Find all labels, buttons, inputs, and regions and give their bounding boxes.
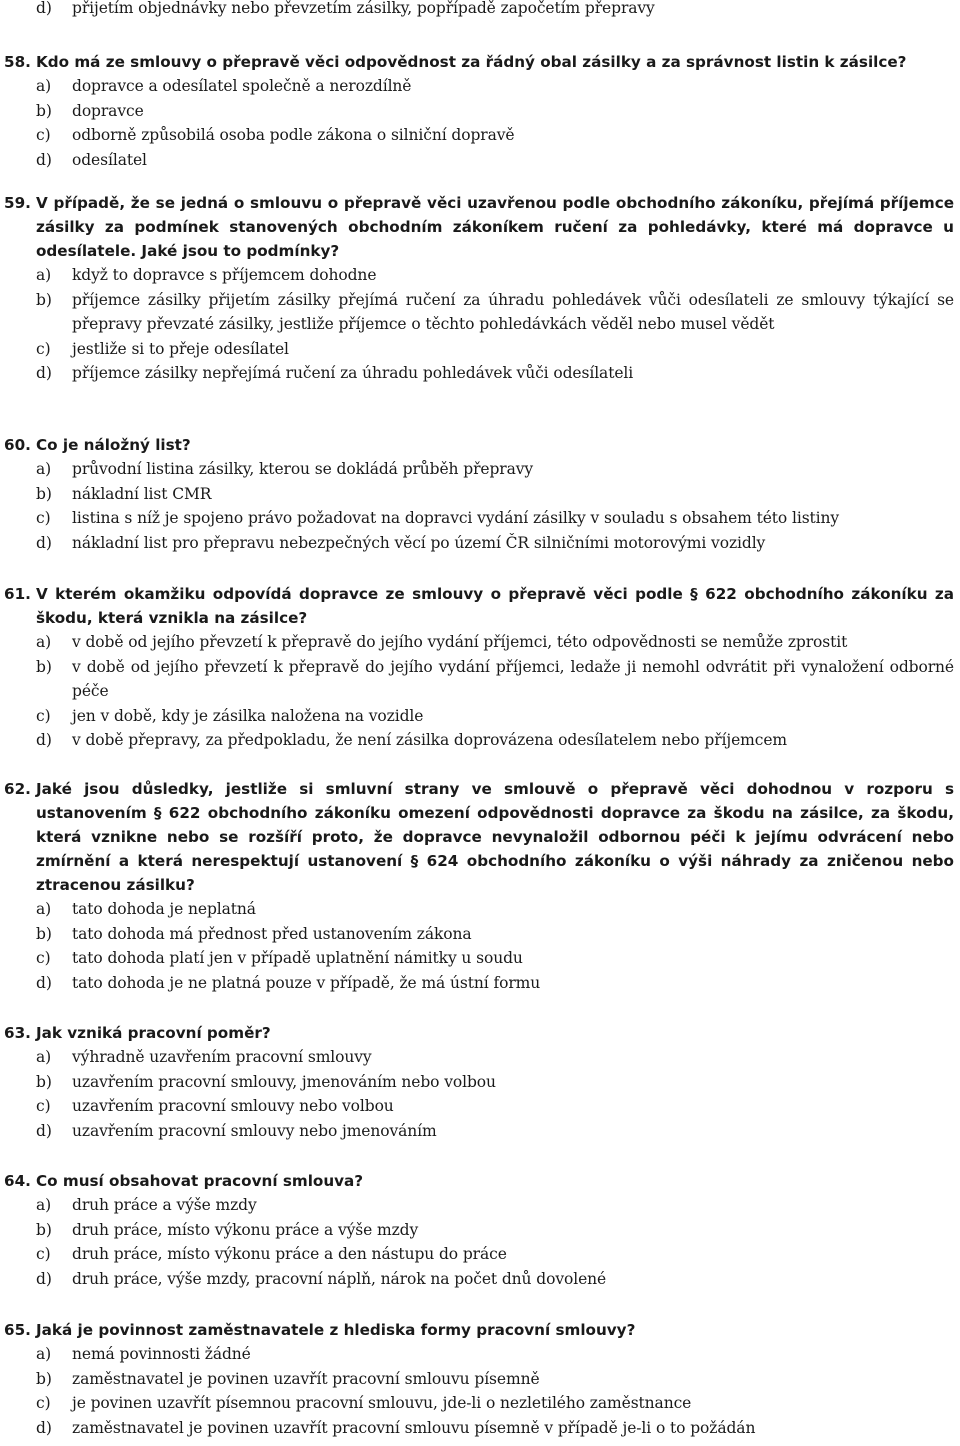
answer-text: tato dohoda je ne platná pouze v případě, že má ústní formu: [72, 973, 541, 992]
answer-letter: c): [36, 509, 51, 527]
answer-letter: d): [36, 973, 52, 992]
question-title: [0, 191, 960, 263]
answer-text: příjemce zásilky nepřejímá ručení za úhradu pohledávek vůči odesílateli: [72, 364, 634, 382]
answer-letter: c): [36, 1245, 51, 1263]
answer-letter: b): [36, 290, 52, 309]
answer-text: druh práce, místo výkonu práce a výše mzdy: [72, 1220, 419, 1239]
answer-option: [0, 337, 960, 362]
answer-option: [0, 1119, 960, 1144]
question-62: [0, 777, 960, 995]
question-61: [0, 582, 960, 753]
answer-option: [0, 361, 960, 386]
answer-option: [0, 1094, 960, 1119]
question-text: Co musí obsahovat pracovní smlouva?: [36, 1172, 364, 1190]
question-title: [0, 433, 960, 457]
question-title: [0, 1318, 960, 1342]
answer-text: výhradně uzavřením pracovní smlouvy: [72, 1048, 372, 1066]
answer-letter: c): [36, 1097, 51, 1115]
answer-text: když to dopravce s příjemcem dohodne: [72, 266, 377, 284]
answer-letter: d): [36, 731, 52, 749]
answer-letter: c): [36, 706, 51, 725]
answer-text: je povinen uzavřít písemnou pracovní smlouvu, jde-li o nezletilého zaměstnance: [72, 1394, 692, 1412]
answer-text: zaměstnavatel je povinen uzavřít pracovní smlouvu písemně v případě je-li o to požádán: [72, 1418, 756, 1437]
question-text: Jak vzniká pracovní poměr?: [36, 1024, 271, 1042]
answer-option: [0, 263, 960, 288]
question-text: V případě, že se jedná o smlouvu o přepravě věci uzavřenou podle obchodního zákoníku, přejímá příjemce zásilky za podmínek stanovených obchodním zákoníkem ručení za pohledávky, které má dopravce u odesílatele. Jaké jsou to podmínky?: [36, 194, 954, 260]
answer-letter: d): [36, 0, 52, 17]
question-title: [0, 777, 960, 897]
answer-text: odborně způsobilá osoba podle zákona o silniční dopravě: [72, 126, 515, 144]
answer-text: v době od jejího převzetí k přepravě do jejího vydání příjemci, ledaže ji nemohl odvrátit při vynaložení odborné péče: [72, 657, 954, 700]
answer-text: uzavřením pracovní smlouvy nebo volbou: [72, 1097, 394, 1115]
answer-option: [0, 1045, 960, 1070]
answer-text: dopravce: [72, 101, 144, 120]
answer-letter: c): [36, 1394, 51, 1412]
question-number: 60.: [4, 436, 31, 454]
answer-option: [0, 971, 960, 996]
answer-option: [0, 1342, 960, 1367]
question-number: 63.: [4, 1024, 31, 1042]
question-64: [0, 1169, 960, 1291]
question-63: [0, 1021, 960, 1143]
question-text: V kterém okamžiku odpovídá dopravce ze smlouvy o přepravě věci podle § 622 obchodního zákoníku za škodu, která vznikla na zásilce?: [36, 585, 954, 627]
question-59: [0, 191, 960, 386]
question-58: [0, 50, 960, 172]
question-title: [0, 1169, 960, 1193]
question-number: 64.: [4, 1172, 31, 1190]
answer-option: [0, 1391, 960, 1416]
answer-text: nemá povinnosti žádné: [72, 1345, 251, 1363]
answer-option: [0, 1367, 960, 1392]
answer-text: jestliže si to přeje odesílatel: [72, 339, 289, 358]
answer-letter: b): [36, 1220, 52, 1239]
answer-letter: d): [36, 150, 52, 169]
answer-option: [0, 1218, 960, 1243]
answer-text: tato dohoda platí jen v případě uplatnění námitky u soudu: [72, 949, 523, 967]
answer-letter: d): [36, 1418, 52, 1437]
answer-letter: d): [36, 1269, 52, 1288]
question-text: Co je náložný list?: [36, 436, 191, 454]
answer-option: [0, 655, 960, 704]
question-title: [0, 1021, 960, 1045]
question-title: [0, 50, 960, 74]
question-text: Kdo má ze smlouvy o přepravě věci odpovědnost za řádný obal zásilky a za správnost listin k zásilce?: [36, 53, 907, 71]
answer-letter: b): [36, 657, 52, 676]
answer-option: [0, 99, 960, 124]
answer-letter: d): [36, 533, 52, 552]
answer-option: [0, 506, 960, 531]
answer-letter: a): [36, 460, 52, 478]
answer-option: [0, 946, 960, 971]
answer-text: listina s níž je spojeno právo požadovat na dopravci vydání zásilky v souladu s obsahem této listiny: [72, 509, 840, 527]
answer-letter: b): [36, 1369, 52, 1388]
answer-text: příjemce zásilky přijetím zásilky přejímá ručení za úhradu pohledávek vůči odesílateli ze smlouvy týkající se přepravy převzaté zásilky, jestliže příjemce o těchto pohledávkách věděl nebo musel vědět: [72, 290, 954, 333]
question-number: 59.: [4, 194, 31, 212]
answer-option: [0, 1193, 960, 1218]
answer-letter: d): [36, 364, 52, 382]
question-title: [0, 582, 960, 630]
answer-option: [0, 897, 960, 922]
question-number: 61.: [4, 585, 31, 603]
answer-text: v době od jejího převzetí k přepravě do jejího vydání příjemci, této odpovědnosti se nemůže zprostit: [72, 633, 848, 651]
answer-text: tato dohoda má přednost před ustanovením zákona: [72, 924, 472, 943]
answer-text: nákladní list pro přepravu nebezpečných věcí po území ČR silničními motorovými vozidly: [72, 533, 766, 552]
answer-option: [0, 148, 960, 173]
answer-option: [0, 482, 960, 507]
answer-option: [0, 123, 960, 148]
answer-option: [0, 728, 960, 753]
question-60: [0, 433, 960, 555]
answer-text: zaměstnavatel je povinen uzavřít pracovní smlouvu písemně: [72, 1369, 540, 1388]
answer-letter: a): [36, 1048, 52, 1066]
answer-text: druh práce, výše mzdy, pracovní náplň, nárok na počet dnů dovolené: [72, 1269, 607, 1288]
answer-text: odesílatel: [72, 150, 147, 169]
answer-letter: a): [36, 900, 52, 918]
answer-option: [0, 1242, 960, 1267]
question-text: Jaká je povinnost zaměstnavatele z hlediska formy pracovní smlouvy?: [36, 1321, 636, 1339]
answer-text: jen v době, kdy je zásilka naložena na vozidle: [72, 706, 424, 725]
answer-option: [0, 704, 960, 729]
answer-text: uzavřením pracovní smlouvy nebo jmenováním: [72, 1121, 437, 1140]
answer-letter: a): [36, 77, 52, 95]
answer-letter: b): [36, 101, 52, 120]
answer-option: [0, 1070, 960, 1095]
answer-option: [0, 74, 960, 99]
answer-letter: a): [36, 1345, 52, 1363]
question-65: [0, 1318, 960, 1440]
answer-option: [0, 1416, 960, 1441]
answer-letter: b): [36, 484, 52, 503]
answer-option: [0, 630, 960, 655]
answer-letter: a): [36, 633, 52, 651]
question-number: 65.: [4, 1321, 31, 1339]
answer-letter: c): [36, 126, 51, 144]
answer-option: [0, 457, 960, 482]
answer-text: druh práce a výše mzdy: [72, 1196, 257, 1214]
answer-letter: b): [36, 924, 52, 943]
answer-letter: a): [36, 1196, 52, 1214]
answer-option: [0, 1267, 960, 1292]
answer-option: [0, 288, 960, 337]
answer-letter: a): [36, 266, 52, 284]
answer-text: uzavřením pracovní smlouvy, jmenováním nebo volbou: [72, 1072, 496, 1091]
answer-letter: c): [36, 339, 51, 358]
question-number: 62.: [4, 780, 31, 798]
answer-option: [0, 531, 960, 556]
answer-text: přijetím objednávky nebo převzetím zásilky, popřípadě započetím přepravy: [72, 0, 655, 17]
answer-option: [0, 922, 960, 947]
question-number: 58.: [4, 53, 31, 71]
answer-text: nákladní list CMR: [72, 484, 212, 503]
answer-text: v době přepravy, za předpokladu, že není zásilka doprovázena odesílatelem nebo příjemcem: [72, 731, 787, 749]
answer-letter: b): [36, 1072, 52, 1091]
answer-text: dopravce a odesílatel společně a nerozdílně: [72, 77, 412, 95]
answer-text: druh práce, místo výkonu práce a den nástupu do práce: [72, 1245, 507, 1263]
orphan-answer: [0, 0, 960, 21]
answer-letter: c): [36, 949, 51, 967]
question-text: Jaké jsou důsledky, jestliže si smluvní strany ve smlouvě o přepravě věci dohodnou v rozporu s ustanovením § 622 obchodního zákoníku omezení odpovědnosti dopravce za škodu na zásilce, za škodu, která vznikne nebo se rozšíří proto, že dopravce nevynaložil odbornou péči k jejímu odvrácení nebo zmírnění a která nerespektují ustanovení § 624 obchodního zákoníku o výši náhrady za zničenou nebo ztracenou zásilku?: [36, 780, 954, 894]
answer-letter: d): [36, 1121, 52, 1140]
answer-text: tato dohoda je neplatná: [72, 900, 256, 918]
answer-text: průvodní listina zásilky, kterou se dokládá průběh přepravy: [72, 460, 534, 478]
